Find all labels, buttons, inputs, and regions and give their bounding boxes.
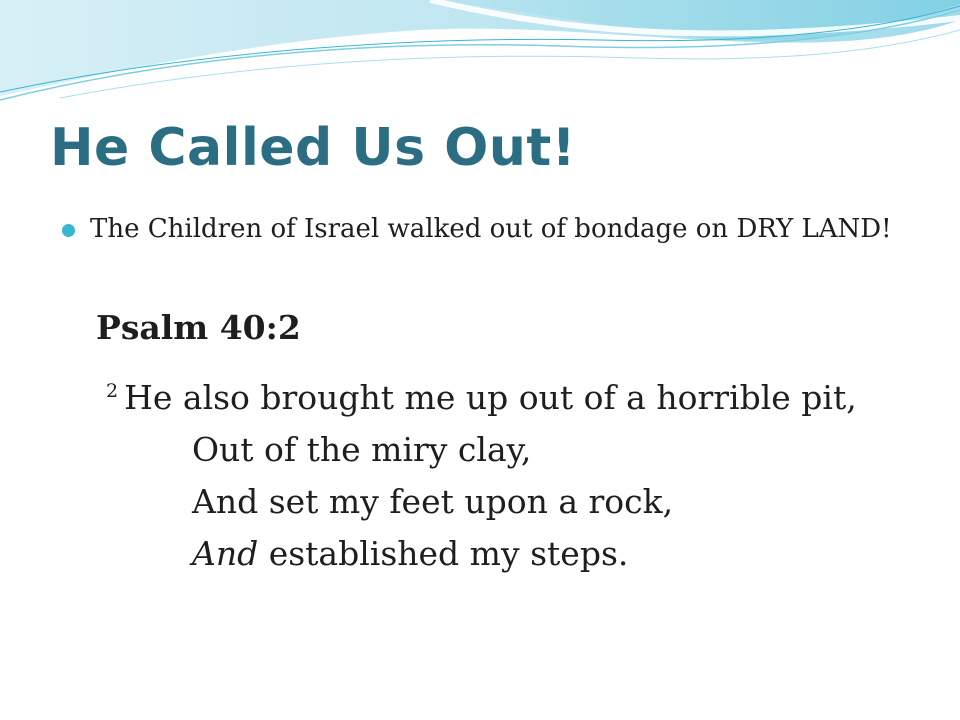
verse-line-4 xyxy=(96,528,886,580)
scripture-reference: Psalm 40:2 xyxy=(96,308,301,347)
bullet-text: The Children of Israel walked out of bondage on DRY LAND! xyxy=(90,214,892,244)
header-wave-decoration xyxy=(0,0,960,120)
verse-number: 2 xyxy=(106,380,119,402)
verse-line-1-text: He also brought me up out of a horrible pit, xyxy=(124,378,857,417)
slide-title: He Called Us Out! xyxy=(50,118,576,178)
bullet-item xyxy=(62,210,902,249)
scripture-verse xyxy=(96,372,886,580)
verse-line-3: And set my feet upon a rock, xyxy=(192,482,674,521)
verse-line-4-text: established my steps. xyxy=(258,534,629,573)
bullet-dot-icon xyxy=(62,224,75,237)
verse-line-1 xyxy=(96,372,886,424)
verse-line-2: Out of the miry clay, xyxy=(192,430,532,469)
verse-line-4-emphasis: And xyxy=(192,534,259,573)
